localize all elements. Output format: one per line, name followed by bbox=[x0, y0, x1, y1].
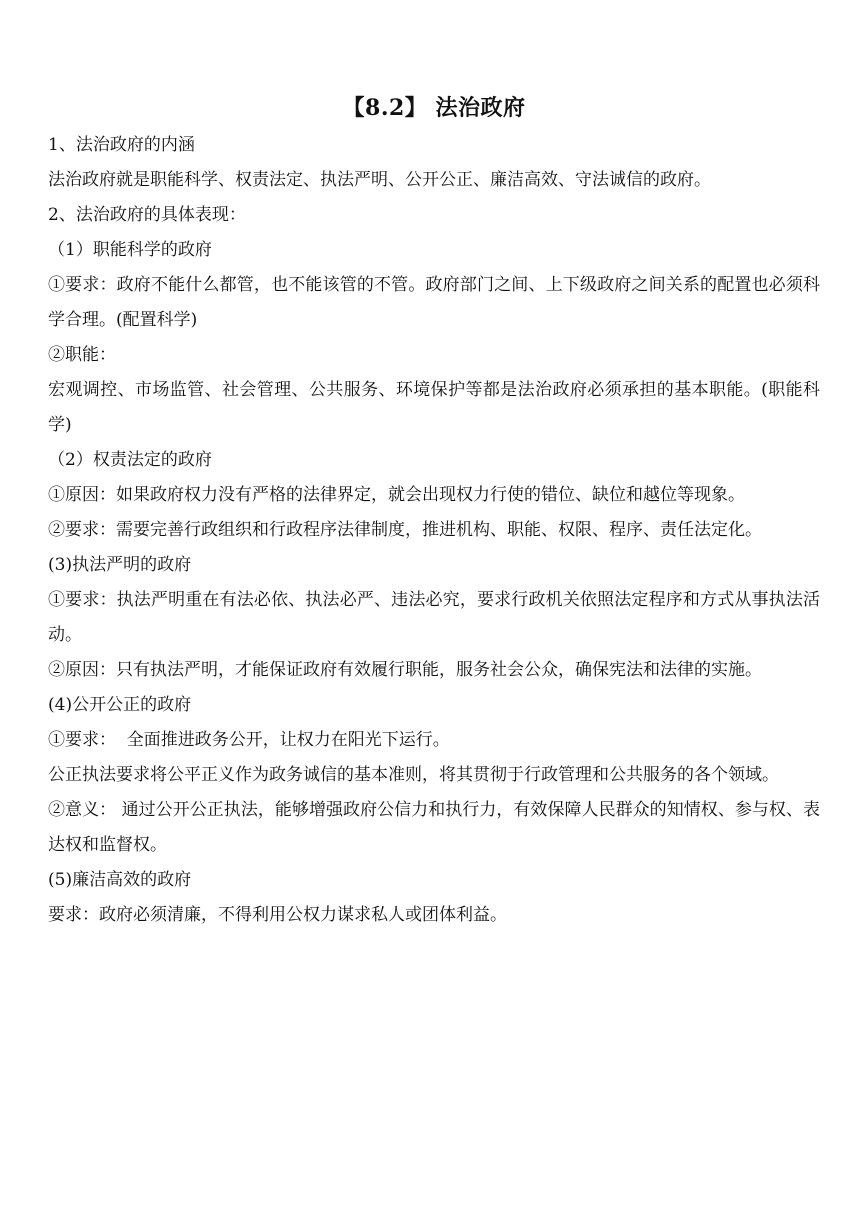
paragraph-4-fairness: 公正执法要求将公平正义作为政务诚信的基本准则，将其贯彻于行政管理和公共服务的各个领域。 bbox=[48, 765, 779, 785]
document-title: 【8.2】 法治政府 bbox=[342, 95, 526, 121]
paragraph-2-reason: ①原因：如果政府权力没有严格的法律界定，就会出现权力行使的错位、缺位和越位等现象。 bbox=[48, 485, 745, 505]
subheading-2: （2）权责法定的政府 bbox=[48, 450, 212, 470]
paragraph-1-function: 宏观调控、市场监管、社会管理、公共服务、环境保护等都是法治政府必须承担的基本职能。(职能科学) bbox=[48, 380, 820, 435]
subheading-1: （1）职能科学的政府 bbox=[48, 240, 212, 260]
paragraph-4-requirement: ①要求： 全面推进政务公开，让权力在阳光下运行。 bbox=[48, 730, 450, 750]
paragraph-3-reason: ②原因：只有执法严明，才能保证政府有效履行职能，服务社会公众，确保宪法和法律的实施。 bbox=[48, 660, 762, 680]
section-heading-2: 2、法治政府的具体表现： bbox=[48, 205, 246, 225]
paragraph-1-function-label: ②职能： bbox=[48, 345, 116, 365]
paragraph-1-requirement: ①要求：政府不能什么都管，也不能该管的不管。政府部门之间、上下级政府之间关系的配置也必须科学合理。(配置科学) bbox=[48, 275, 820, 330]
subheading-4: (4)公开公正的政府 bbox=[48, 695, 192, 715]
paragraph-5-requirement: 要求：政府必须清廉，不得利用公权力谋求私人或团体利益。 bbox=[48, 905, 507, 925]
paragraph-2-requirement: ②要求：需要完善行政组织和行政程序法律制度，推进机构、职能、权限、程序、责任法定化。 bbox=[48, 520, 762, 540]
section-heading-1: 1、法治政府的内涵 bbox=[48, 135, 195, 155]
paragraph-3-requirement: ①要求：执法严明重在有法必依、执法必严、违法必究，要求行政机关依照法定程序和方式从事执法活动。 bbox=[48, 590, 820, 645]
paragraph-definition: 法治政府就是职能科学、权责法定、执法严明、公开公正、廉洁高效、守法诚信的政府。 bbox=[48, 170, 711, 190]
paragraph-4-significance: ②意义： 通过公开公正执法，能够增强政府公信力和执行力，有效保障人民群众的知情权、参与权、表达权和监督权。 bbox=[48, 800, 820, 855]
document-page bbox=[48, 88, 820, 933]
subheading-3: (3)执法严明的政府 bbox=[48, 555, 192, 575]
subheading-5: (5)廉洁高效的政府 bbox=[48, 870, 192, 890]
